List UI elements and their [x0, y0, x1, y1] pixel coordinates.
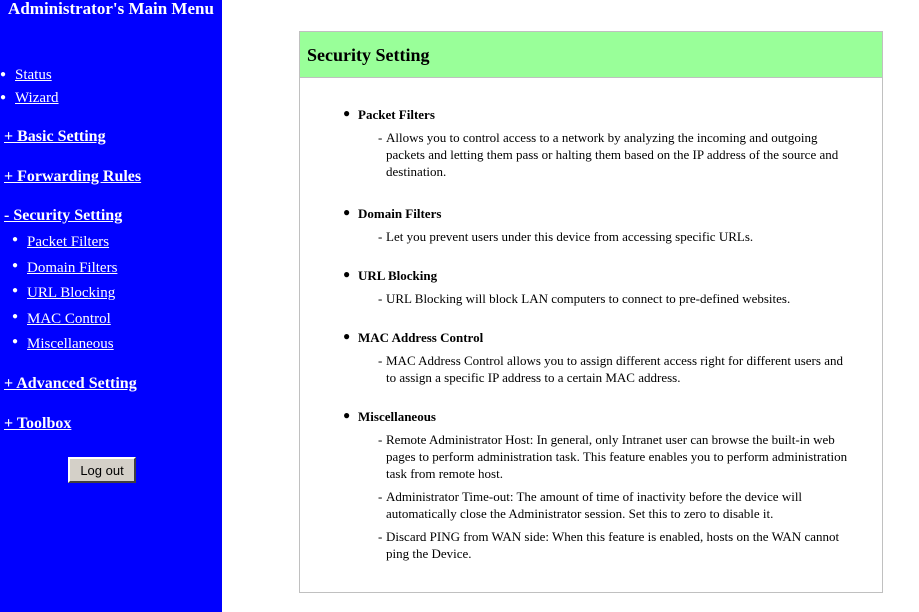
domain-filters-link[interactable]: Domain Filters: [27, 260, 118, 276]
security-setting-link[interactable]: - Security Setting: [4, 207, 123, 224]
section-description: - Remote Administrator Host: In general, only Intranet user can browse the built-in web pages to perform administration task. This feature enables you to perform administration task from remote host.: [378, 432, 848, 481]
section-heading-text: Miscellaneous: [358, 409, 436, 424]
section-heading-text: MAC Address Control: [358, 330, 484, 345]
bullet-icon: ●: [343, 329, 351, 343]
bullet-icon: ●: [343, 205, 351, 219]
section-mac-address-control: [342, 330, 862, 386]
wizard-link[interactable]: Wizard: [15, 90, 59, 106]
section-heading-text: Domain Filters: [358, 206, 442, 221]
description-text: Discard PING from WAN side: When this feature is enabled, hosts on the WAN cannot ping the Device.: [386, 529, 840, 561]
bullet-icon: ●: [0, 69, 7, 80]
bullet-icon: ●: [343, 408, 351, 422]
description-text: URL Blocking will block LAN computers to connect to pre-defined websites.: [386, 291, 791, 306]
packet-filters-link[interactable]: Packet Filters: [27, 234, 110, 250]
url-blocking-link[interactable]: URL Blocking: [27, 285, 116, 301]
mac-control-link[interactable]: MAC Control: [27, 311, 111, 327]
menu-title: Administrator's Main Menu: [8, 0, 214, 18]
description-text: Allows you to control access to a network by analyzing the incoming and outgoing packets and letting them pass or halting them based on the IP address of the source and destination.: [386, 130, 839, 179]
section-heading: [342, 107, 862, 123]
advanced-setting-link[interactable]: + Advanced Setting: [4, 375, 137, 392]
section-description: - MAC Address Control allows you to assign different access right for different users and to assign a specific IP address to a certain MAC address.: [378, 353, 843, 385]
bullet-icon: ●: [343, 267, 351, 281]
panel-title: Security Setting: [300, 32, 882, 78]
section-heading: [342, 330, 862, 346]
section-packet-filters: [342, 107, 862, 180]
section-heading-text: Packet Filters: [358, 107, 435, 122]
bullet-icon: ●: [12, 285, 19, 296]
section-heading-text: URL Blocking: [358, 268, 438, 283]
section-heading: [342, 206, 862, 222]
bullet-icon: ●: [12, 311, 19, 322]
bullet-icon: ●: [12, 234, 19, 245]
bullet-icon: ●: [12, 260, 19, 271]
forwarding-rules-link[interactable]: + Forwarding Rules: [4, 168, 142, 185]
section-domain-filters: [342, 206, 862, 245]
description-text: Remote Administrator Host: In general, only Intranet user can browse the built-in web pages to perform administration task. This feature enables you to perform administration task from remote host.: [386, 432, 848, 481]
toolbox-link[interactable]: + Toolbox: [4, 415, 72, 432]
section-miscellaneous: [342, 409, 862, 562]
section-heading: [342, 409, 862, 425]
section-url-blocking: [342, 268, 862, 307]
bullet-icon: ●: [343, 106, 351, 120]
miscellaneous-link[interactable]: Miscellaneous: [27, 336, 114, 352]
security-setting-panel: [299, 31, 883, 593]
section-description: - Allows you to control access to a network by analyzing the incoming and outgoing packets and letting them pass or halting them based on the IP address of the source and destination.: [378, 130, 839, 179]
section-heading: [342, 268, 862, 284]
section-description: - Administrator Time-out: The amount of time of inactivity before the device will automatically close the Administrator session. Set this to zero to disable it.: [378, 489, 803, 521]
sidebar: [0, 0, 222, 612]
section-description: - Discard PING from WAN side: When this feature is enabled, hosts on the WAN cannot ping the Device.: [378, 529, 840, 561]
status-link[interactable]: Status: [15, 67, 52, 83]
basic-setting-link[interactable]: + Basic Setting: [4, 128, 106, 145]
bullet-icon: ●: [12, 336, 19, 347]
section-description: - Let you prevent users under this device from accessing specific URLs.: [378, 229, 754, 244]
description-text: MAC Address Control allows you to assign different access right for different users and to assign a specific IP address to a certain MAC address.: [386, 353, 843, 385]
bullet-icon: ●: [0, 92, 7, 103]
description-text: Administrator Time-out: The amount of time of inactivity before the device will automatically close the Administrator session. Set this to zero to disable it.: [386, 489, 803, 521]
description-text: Let you prevent users under this device from accessing specific URLs.: [386, 229, 754, 244]
section-description: - URL Blocking will block LAN computers to connect to pre-defined websites.: [378, 291, 791, 306]
logout-button[interactable]: Log out: [68, 457, 136, 483]
